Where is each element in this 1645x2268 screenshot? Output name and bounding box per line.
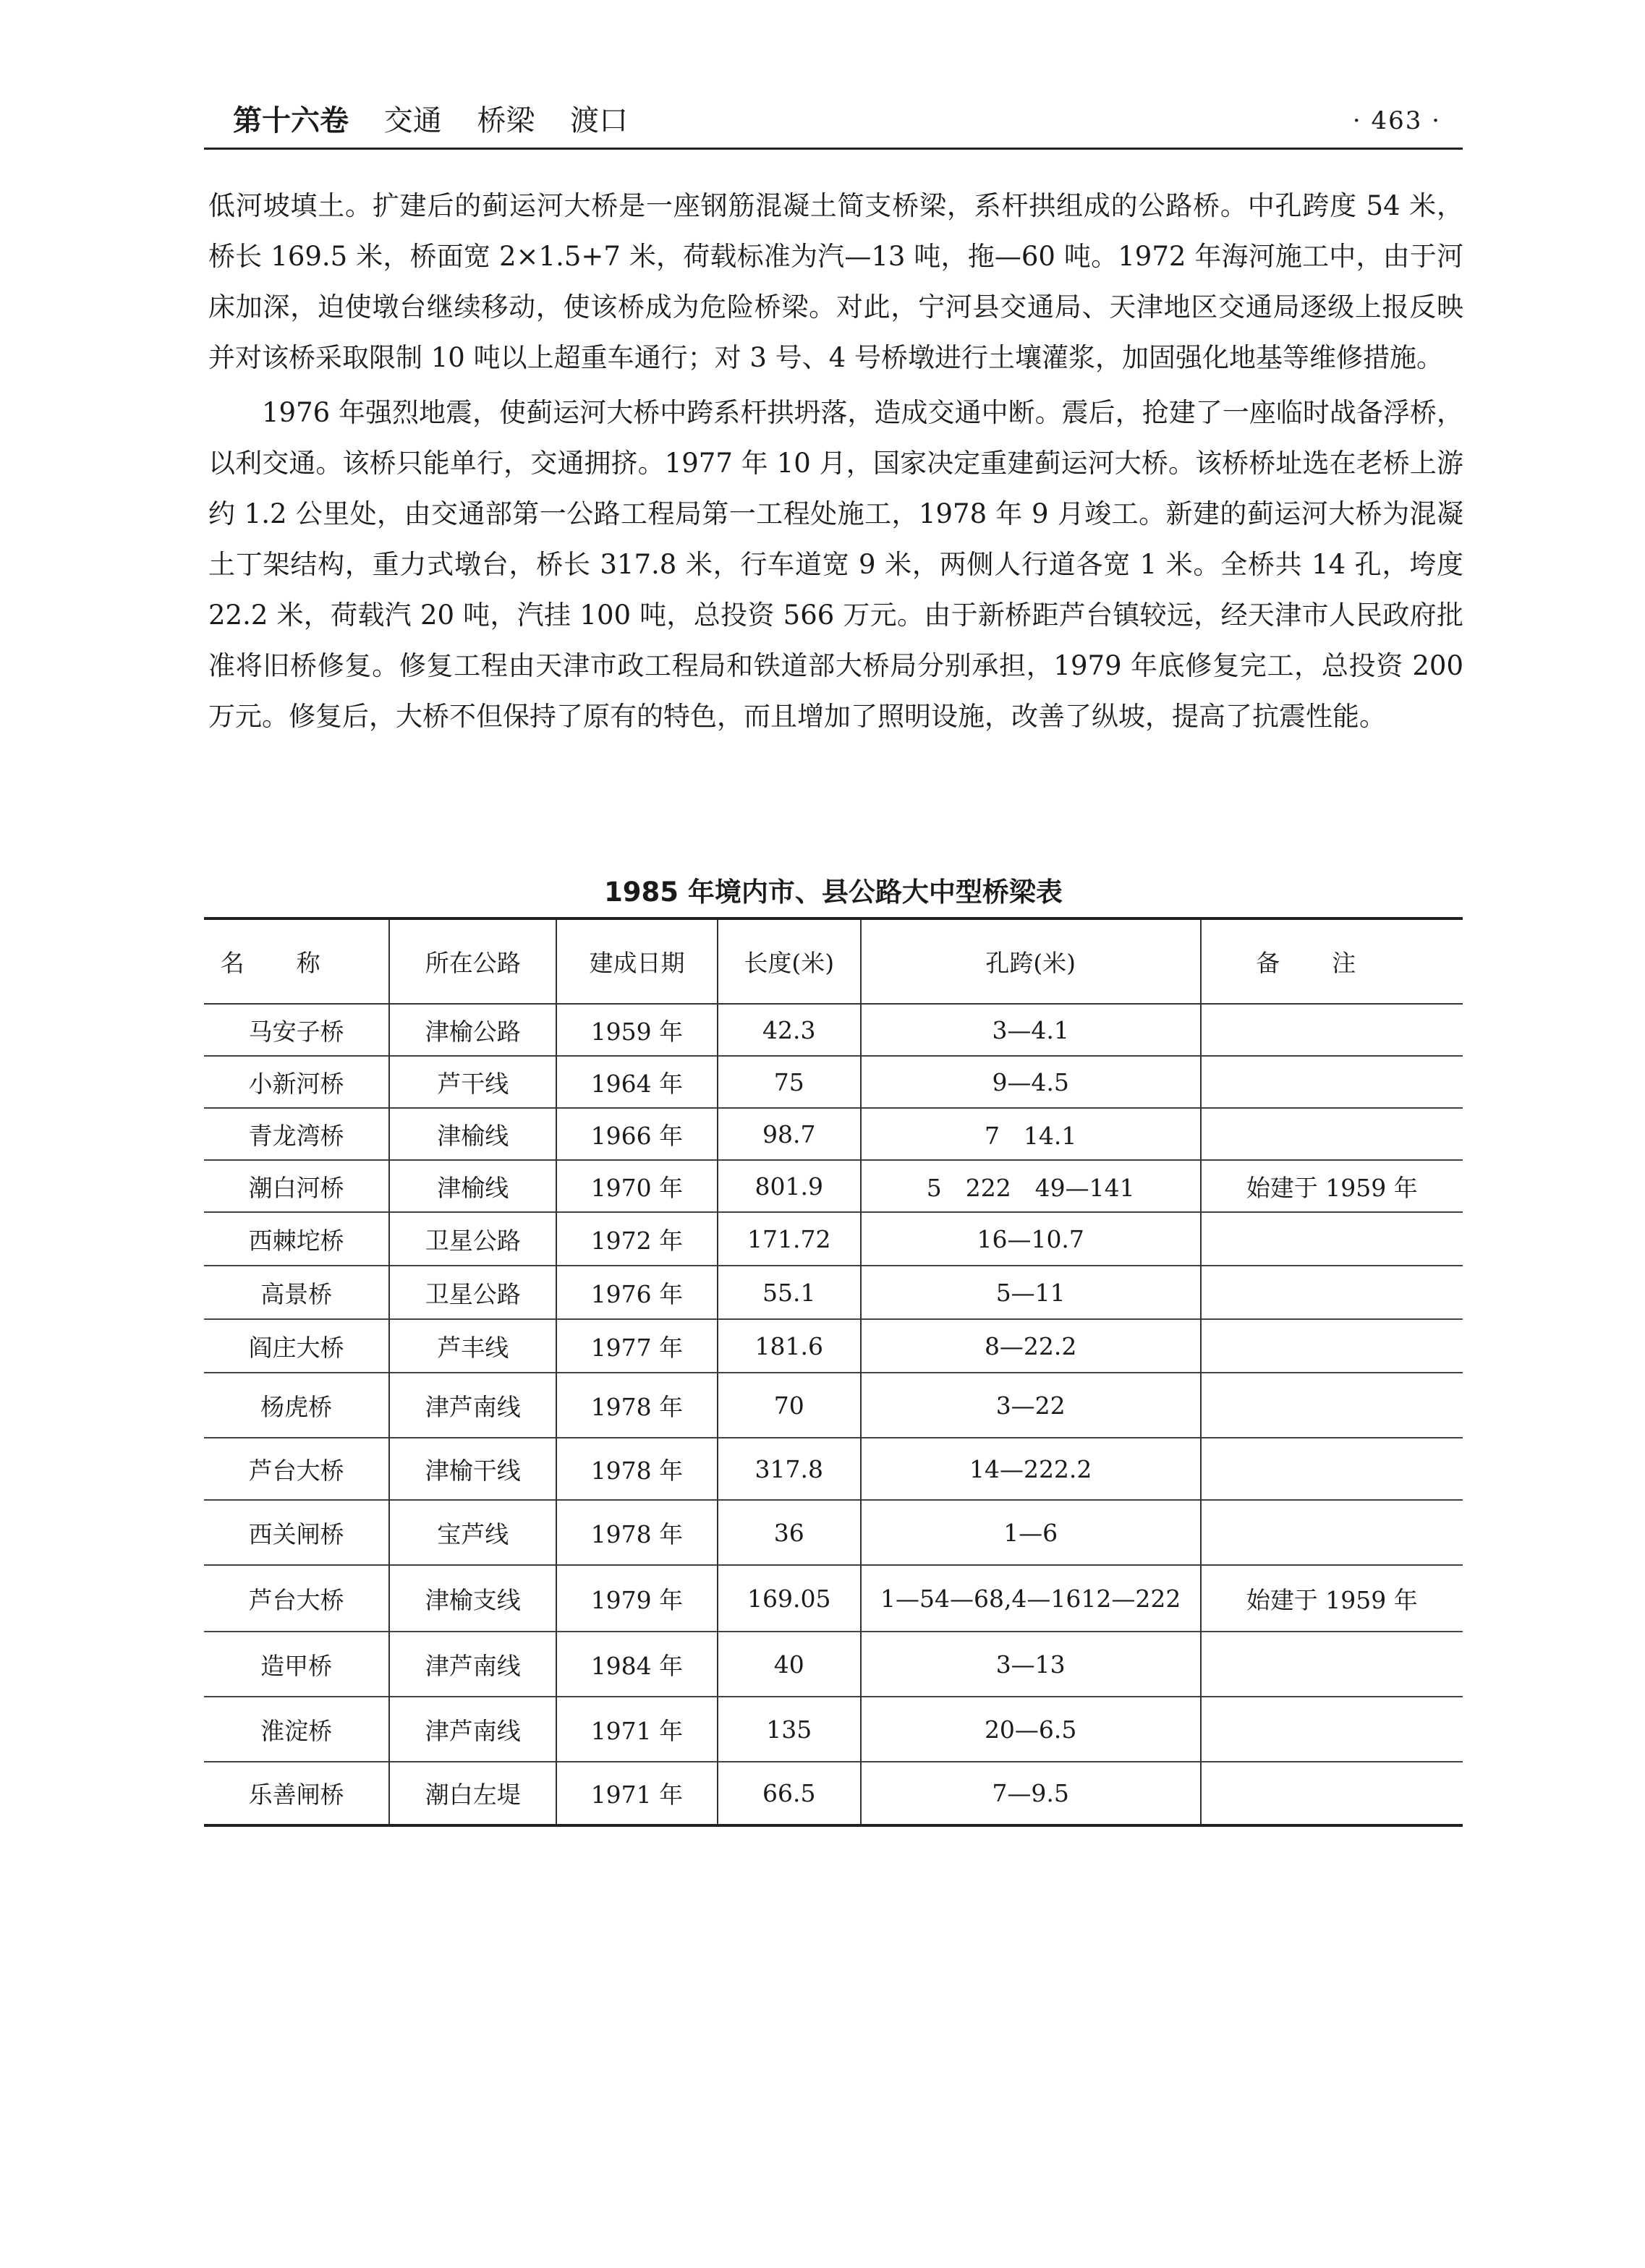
cell-road: 芦干线 [389, 1056, 556, 1108]
cell-road: 津榆干线 [389, 1438, 556, 1500]
cell-length: 98.7 [718, 1108, 861, 1160]
cell-length: 181.6 [718, 1319, 861, 1373]
cell-date: 1979 年 [556, 1565, 718, 1632]
cell-span: 14—222.2 [861, 1438, 1201, 1500]
cell-length: 135 [718, 1697, 861, 1762]
cell-date: 1984 年 [556, 1632, 718, 1697]
cell-span: 1—6 [861, 1500, 1201, 1565]
cell-date: 1977 年 [556, 1319, 718, 1373]
cell-length: 36 [718, 1500, 861, 1565]
cell-span: 5—11 [861, 1266, 1201, 1319]
cell-name: 芦台大桥 [248, 1585, 344, 1614]
cell-note: 始建于 1959 年 [1201, 1160, 1463, 1212]
cell-name: 乐善闸桥 [248, 1781, 344, 1809]
table-row [204, 1565, 1463, 1632]
cell-name: 西棘坨桥 [248, 1226, 344, 1255]
cell-span: 5 222 49—141 [861, 1160, 1201, 1212]
cell-road: 津芦南线 [389, 1632, 556, 1697]
cell-road: 津榆支线 [389, 1565, 556, 1632]
cell-name: 淮淀桥 [260, 1716, 333, 1745]
cell-note [1201, 1697, 1463, 1762]
cell-length: 40 [718, 1632, 861, 1697]
cell-note [1201, 1266, 1463, 1319]
cell-date: 1959 年 [556, 1004, 718, 1056]
paragraph: 低河坡填土。扩建后的蓟运河大桥是一座钢筋混凝土简支桥梁，系杆拱组成的公路桥。中孔跨度 54 米，桥长 169.5 米，桥面宽 2×1.5+7 米，荷载标准为汽—13 吨，拖—60 吨。1972 年海河施工中，由于河床加深，迫使墩台继续移动，使该桥成为危险桥梁。对此，宁河县交通局、天津地区交通局逐级上报反映并对该桥采取限制 10 吨以上超重车通行；对 3 号、4 号桥墩进行土壤灌浆，加固强化地基等维修措施。 [208, 190, 1463, 373]
cell-span: 7—9.5 [861, 1762, 1201, 1825]
cell-length: 169.05 [718, 1565, 861, 1632]
table-row [204, 1108, 1463, 1160]
cell-span: 7 14.1 [861, 1108, 1201, 1160]
cell-span: 8—22.2 [861, 1319, 1201, 1373]
table-row [204, 1160, 1463, 1212]
table-row [204, 1319, 1463, 1373]
cell-length: 55.1 [718, 1266, 861, 1319]
header-length: 长度(米) [718, 918, 861, 1004]
cell-note [1201, 1004, 1463, 1056]
table-row [204, 1056, 1463, 1108]
header-span: 孔跨(米) [861, 918, 1201, 1004]
body-text [208, 181, 1463, 742]
section-label: 桥梁 [477, 104, 535, 137]
cell-note [1201, 1319, 1463, 1373]
cell-road: 津榆线 [389, 1160, 556, 1212]
cell-name: 造甲桥 [260, 1651, 333, 1680]
cell-length: 70 [718, 1373, 861, 1438]
cell-name: 马安子桥 [248, 1017, 344, 1046]
cell-road: 津芦南线 [389, 1697, 556, 1762]
cell-length: 66.5 [718, 1762, 861, 1825]
cell-length: 317.8 [718, 1438, 861, 1500]
cell-span: 16—10.7 [861, 1212, 1201, 1266]
cell-name: 芦台大桥 [248, 1456, 344, 1485]
table-row [204, 1438, 1463, 1500]
cell-date: 1966 年 [556, 1108, 718, 1160]
cell-road: 津芦南线 [389, 1373, 556, 1438]
section-label: 渡口 [570, 104, 629, 137]
running-head-title [233, 98, 654, 144]
cell-span: 3—22 [861, 1373, 1201, 1438]
table-row [204, 1762, 1463, 1825]
cell-date: 1978 年 [556, 1373, 718, 1438]
volume-label: 第十六卷 [233, 104, 349, 137]
cell-road: 卫星公路 [389, 1212, 556, 1266]
cell-note: 始建于 1959 年 [1201, 1565, 1463, 1632]
cell-date: 1976 年 [556, 1266, 718, 1319]
cell-road: 潮白左堤 [389, 1762, 556, 1825]
cell-length: 42.3 [718, 1004, 861, 1056]
table-row [204, 1500, 1463, 1565]
paragraph: 1976 年强烈地震，使蓟运河大桥中跨系杆拱坍落，造成交通中断。震后，抢建了一座临时战备浮桥，以利交通。该桥只能单行，交通拥挤。1977 年 10 月，国家决定重建蓟运河大桥。该桥桥址选在老桥上游约 1.2 公里处，由交通部第一公路工程局第一工程处施工，1978 年 9 月竣工。新建的蓟运河大桥为混凝土丁架结构，重力式墩台，桥长 317.8 米，行车道宽 9 米，两侧人行道各宽 1 米。全桥共 14 孔，垮度 22.2 米，荷载汽 20 吨，汽挂 100 吨，总投资 566 万元。由于新桥距芦台镇较远，经天津市人民政府批准将旧桥修复。修复工程由天津市政工程局和铁道部大桥局分别承担，1979 年底修复完工，总投资 200 万元。修复后，大桥不但保持了原有的特色，而且增加了照明设施，改善了纵坡，提高了抗震性能。 [208, 397, 1463, 732]
table-row [204, 1212, 1463, 1266]
cell-note [1201, 1373, 1463, 1438]
cell-date: 1964 年 [556, 1056, 718, 1108]
cell-length: 171.72 [718, 1212, 861, 1266]
header-note: 备注 [1201, 918, 1463, 1004]
cell-date: 1978 年 [556, 1500, 718, 1565]
cell-name: 杨虎桥 [260, 1392, 333, 1421]
section-label: 交通 [383, 104, 442, 137]
page-number: · 463 · [1352, 106, 1441, 135]
cell-note [1201, 1500, 1463, 1565]
cell-note [1201, 1108, 1463, 1160]
cell-note [1201, 1762, 1463, 1825]
running-head [204, 98, 1463, 148]
header-road: 所在公路 [389, 918, 556, 1004]
cell-span: 3—13 [861, 1632, 1201, 1697]
cell-length: 801.9 [718, 1160, 861, 1212]
table-title: 1985 年境内市、县公路大中型桥梁表 [604, 877, 1063, 908]
cell-date: 1972 年 [556, 1212, 718, 1266]
table-body [204, 1004, 1463, 1825]
cell-length: 75 [718, 1056, 861, 1108]
cell-road: 津榆公路 [389, 1004, 556, 1056]
cell-date: 1971 年 [556, 1697, 718, 1762]
cell-note [1201, 1632, 1463, 1697]
cell-span: 20—6.5 [861, 1697, 1201, 1762]
header-rule [204, 148, 1463, 150]
cell-name: 青龙湾桥 [248, 1121, 344, 1150]
table-row [204, 1697, 1463, 1762]
cell-road: 津榆线 [389, 1108, 556, 1160]
cell-name: 小新河桥 [248, 1069, 344, 1098]
cell-span: 3—4.1 [861, 1004, 1201, 1056]
header-name: 名称 [220, 949, 373, 977]
cell-note [1201, 1438, 1463, 1500]
table-row [204, 1004, 1463, 1056]
cell-name: 高景桥 [260, 1279, 333, 1308]
table-row [204, 1266, 1463, 1319]
table-header-row [204, 918, 1463, 1004]
cell-name: 阎庄大桥 [248, 1333, 344, 1362]
cell-date: 1970 年 [556, 1160, 718, 1212]
cell-span: 9—4.5 [861, 1056, 1201, 1108]
table-row [204, 1632, 1463, 1697]
table-row [204, 1373, 1463, 1438]
cell-date: 1978 年 [556, 1438, 718, 1500]
cell-road: 宝芦线 [389, 1500, 556, 1565]
cell-date: 1971 年 [556, 1762, 718, 1825]
cell-note [1201, 1056, 1463, 1108]
cell-span: 1—54—68,4—1612—222 [861, 1565, 1201, 1632]
cell-road: 芦丰线 [389, 1319, 556, 1373]
cell-road: 卫星公路 [389, 1266, 556, 1319]
cell-note [1201, 1212, 1463, 1266]
bridge-table [204, 917, 1463, 1827]
cell-name: 西关闸桥 [248, 1519, 344, 1548]
header-date: 建成日期 [556, 918, 718, 1004]
cell-name: 潮白河桥 [248, 1173, 344, 1202]
